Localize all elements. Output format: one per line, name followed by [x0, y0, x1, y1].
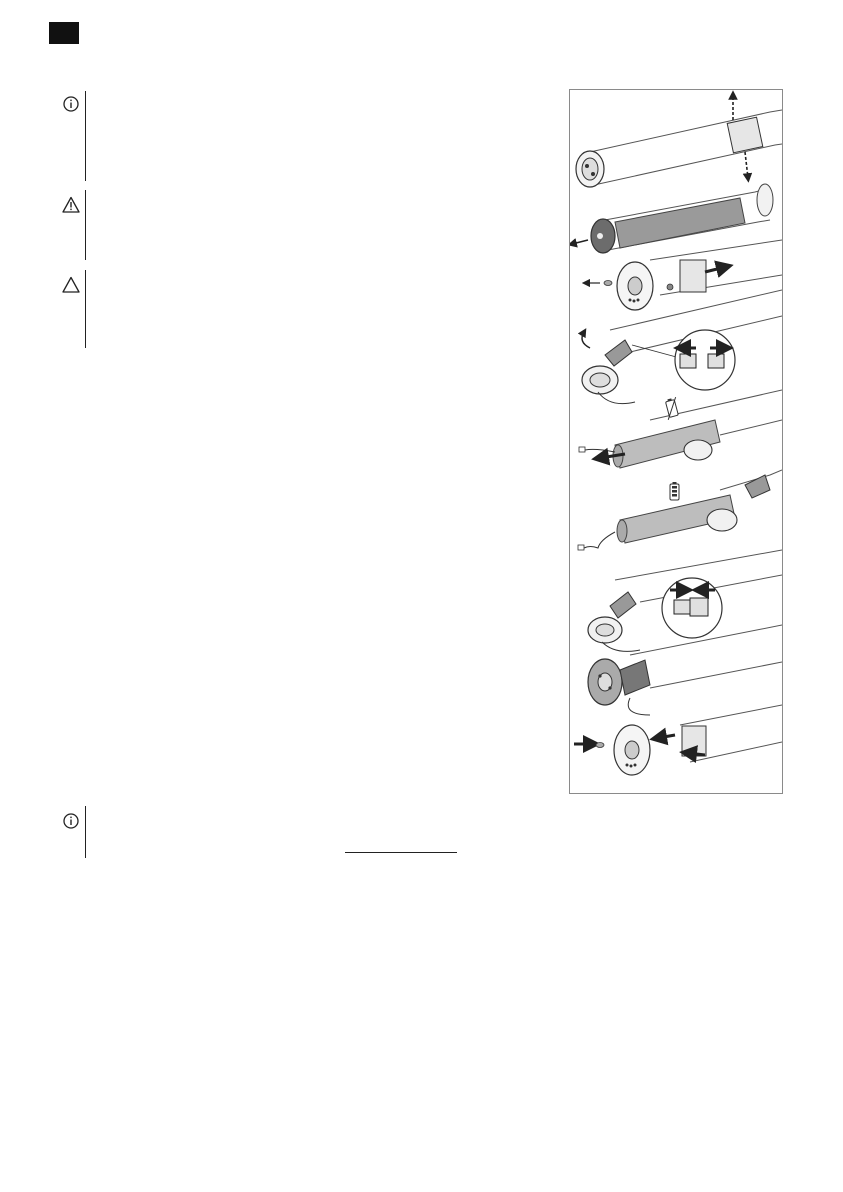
page-marker [49, 22, 79, 44]
step-screw-head-back [574, 705, 782, 775]
note-bar [85, 270, 86, 348]
note-caution [56, 270, 86, 348]
info-icon [62, 812, 80, 830]
note-bar [85, 190, 86, 260]
figure-drawing [570, 90, 782, 793]
step-remove-end-cap [576, 95, 782, 187]
full-battery-icon [670, 482, 679, 500]
step-insert-charged-battery [578, 470, 782, 550]
note-bar [85, 91, 86, 181]
caution-icon [62, 276, 80, 294]
note-info-1 [56, 91, 86, 181]
warning-icon [62, 196, 80, 214]
note-bar [85, 806, 86, 858]
info-icon [62, 95, 80, 113]
battery-replacement-figure [569, 89, 783, 794]
step-reconnect-connector [588, 550, 782, 651]
step-disconnect-connector [582, 290, 782, 404]
note-warning [56, 190, 86, 260]
link-underline [345, 852, 457, 853]
step-unscrew-head [586, 240, 782, 310]
step-pull-out-contents [572, 184, 773, 253]
note-info-2 [56, 806, 86, 858]
